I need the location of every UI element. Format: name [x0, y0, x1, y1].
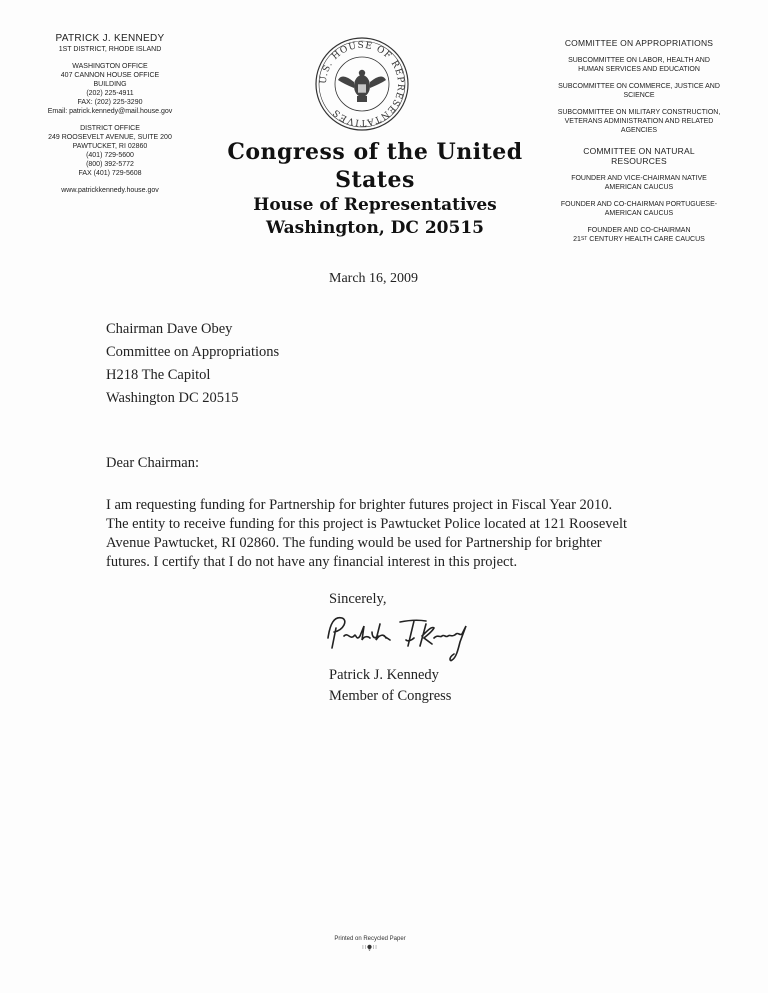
portuguese-american-caucus: FOUNDER AND CO-CHAIRMAN PORTUGUESE-AMERICAN CAUCUS [560, 201, 718, 217]
letterhead-center [200, 138, 550, 240]
letterhead-left [22, 33, 198, 195]
email-address: Email: patrick.kennedy@mail.house.gov [47, 108, 173, 115]
committee-natural-resources: COMMITTEE ON NATURAL RESOURCES [583, 146, 695, 166]
member-name: PATRICK J. KENNEDY [55, 33, 165, 44]
house-title: House of Representatives [253, 195, 497, 215]
washington-address: Washington, DC 20515 [266, 218, 484, 238]
body-line: futures. I certify that I do not have any financial interest in this project. [106, 554, 518, 570]
union-label-icon: ∷⧭∷ [362, 945, 378, 951]
website: www.patrickkennedy.house.gov [61, 187, 159, 194]
congress-title: Congress of the United States [227, 139, 523, 193]
washington-office-addr2: BUILDING [93, 81, 127, 88]
recipient-address [106, 318, 666, 410]
letter-body [106, 496, 666, 572]
district-office-phone2: (800) 392-5772 [86, 161, 134, 168]
recycled-paper-note: Printed on Recycled Paper [334, 936, 406, 942]
washington-office-phone: (202) 225-4911 [86, 90, 134, 97]
washington-office-addr1: 407 CANNON HOUSE OFFICE [60, 72, 160, 79]
member-district: 1ST DISTRICT, RHODE ISLAND [58, 46, 162, 53]
signer-title: Member of Congress [329, 688, 452, 704]
washington-office-fax: FAX: (202) 225-3290 [77, 99, 143, 106]
district-office-label: DISTRICT OFFICE [80, 125, 140, 132]
district-office-addr1: 249 ROOSEVELT AVENUE, SUITE 200 [48, 134, 172, 141]
footer [300, 936, 440, 952]
letter-date: March 16, 2009 [329, 271, 419, 286]
subcommittee-military: SUBCOMMITTEE ON MILITARY CONSTRUCTION, VETERANS ADMINISTRATION AND RELATED AGENCIES [557, 109, 721, 134]
house-seal-icon [314, 36, 410, 132]
signer-name: Patrick J. Kennedy [329, 667, 439, 683]
recipient-line: H218 The Capitol [106, 367, 211, 383]
body-line: The entity to receive funding for this project is Pawtucket Police located at 121 Roosevelt [106, 516, 628, 532]
subcommittee-labor: SUBCOMMITTEE ON LABOR, HEALTH AND HUMAN SERVICES AND EDUCATION [568, 57, 710, 73]
recipient-line: Washington DC 20515 [106, 390, 239, 406]
recipient-line: Chairman Dave Obey [106, 321, 233, 337]
closing: Sincerely, [329, 591, 387, 607]
district-office-fax: FAX (401) 729-5608 [78, 170, 142, 177]
district-office-addr2: PAWTUCKET, RI 02860 [72, 143, 148, 150]
health-care-caucus: 21ST CENTURY HEALTH CARE CAUCUS [573, 236, 705, 243]
signature-icon [322, 606, 492, 666]
subcommittee-commerce: SUBCOMMITTEE ON COMMERCE, JUSTICE AND SCIENCE [558, 83, 720, 99]
signer-block [329, 665, 451, 707]
body-line: Avenue Pawtucket, RI 02860. The funding would be used for Partnership for brighter [106, 535, 602, 551]
greeting: Dear Chairman: [106, 455, 200, 471]
letterhead-right [556, 38, 722, 244]
washington-office-label: WASHINGTON OFFICE [72, 63, 148, 70]
district-office [22, 124, 198, 178]
washington-office [22, 62, 198, 116]
native-american-caucus: FOUNDER AND VICE-CHAIRMAN NATIVE AMERICAN CAUCUS [571, 175, 707, 191]
health-care-caucus-label: FOUNDER AND CO-CHAIRMAN [587, 227, 691, 234]
committee-appropriations: COMMITTEE ON APPROPRIATIONS [564, 38, 714, 48]
recipient-line: Committee on Appropriations [106, 344, 280, 360]
body-line: I am requesting funding for Partnership for brighter futures project in Fiscal Year 2010. [106, 497, 613, 513]
district-office-phone1: (401) 729-5600 [86, 152, 134, 159]
svg-text:U.S. HOUSE OF REPRESENTATIVES: U.S. HOUSE OF REPRESENTATIVES [318, 40, 406, 128]
